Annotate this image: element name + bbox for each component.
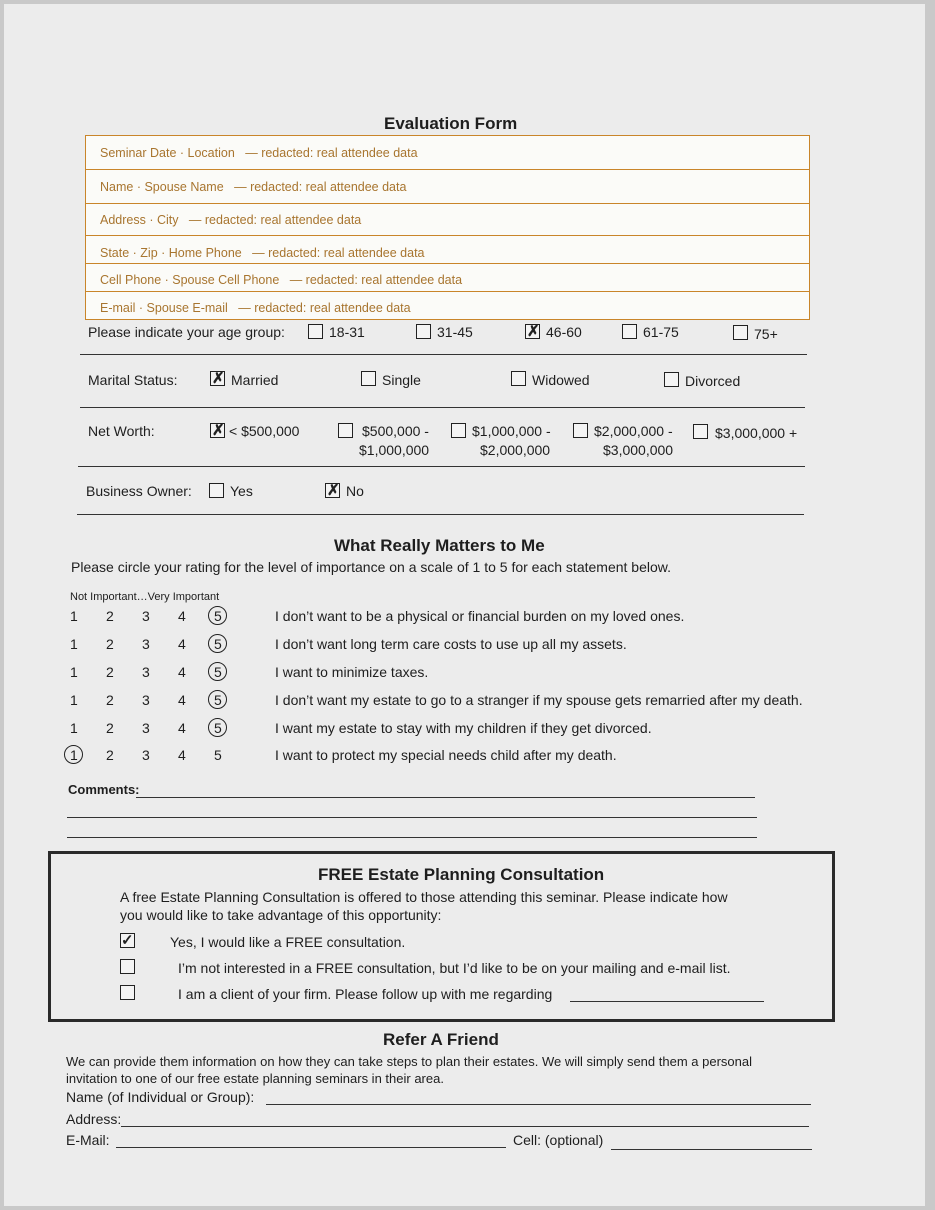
rating-number[interactable]: 5 [214, 636, 222, 652]
age-option-label: 46-60 [546, 324, 582, 340]
net-worth-label: Net Worth: [88, 423, 155, 439]
redacted-row-label: Name · Spouse Name [100, 179, 224, 194]
age-option-label: 61-75 [643, 324, 679, 340]
redacted-row-state [85, 235, 810, 264]
redacted-row-label: State · Zip · Home Phone [100, 245, 242, 260]
net-worth-option-label: $3,000,000 + [715, 425, 798, 441]
consult-client-checkbox[interactable] [120, 985, 135, 1000]
rating-number[interactable]: 2 [106, 636, 114, 652]
business-option-label: Yes [230, 483, 253, 499]
statement-text: I don’t want to be a physical or financial burden on my loved ones. [275, 608, 685, 624]
age-31-45-checkbox[interactable] [416, 324, 431, 339]
net-worth-option-label: $500,000 - [362, 423, 429, 439]
consult-yes-checkbox[interactable] [120, 933, 135, 948]
net-worth-2m-3m-checkbox[interactable] [573, 423, 588, 438]
statement-text: I don’t want my estate to go to a stranger if my spouse gets remarried after my death. [275, 692, 803, 708]
marital-divorced-checkbox[interactable] [664, 372, 679, 387]
checkmark-icon: ✗ [327, 482, 340, 499]
rating-circle [64, 745, 83, 764]
age-18-31-checkbox[interactable] [308, 324, 323, 339]
age-option-label: 31-45 [437, 324, 473, 340]
age-75-plus-checkbox[interactable] [733, 325, 748, 340]
business-owner-yes-checkbox[interactable] [209, 483, 224, 498]
rating-number[interactable]: 4 [178, 608, 186, 624]
rating-number[interactable]: 1 [70, 636, 78, 652]
redacted-row-email [85, 291, 810, 320]
statement-text: I want to protect my special needs child after my death. [275, 747, 617, 763]
net-worth-option-label: $1,000,000 - [472, 423, 551, 439]
redacted-row-label: E-mail · Spouse E-mail [100, 300, 228, 315]
age-option-label: 75+ [754, 326, 778, 342]
refer-email-label: E-Mail: [66, 1132, 110, 1148]
checkmark-icon: ✓ [121, 932, 134, 949]
rating-number[interactable]: 2 [106, 608, 114, 624]
rating-number[interactable]: 2 [106, 664, 114, 680]
rating-circle [208, 606, 227, 625]
rating-circle [208, 634, 227, 653]
net-worth-option-label: $3,000,000 [603, 442, 674, 458]
comments-label: Comments: [68, 782, 140, 797]
refer-address-line[interactable] [121, 1126, 809, 1127]
refer-intro: invitation to one of our free estate planning seminars in their area. [66, 1071, 444, 1086]
rating-number[interactable]: 3 [142, 692, 150, 708]
refer-email-line[interactable] [116, 1147, 506, 1148]
refer-cell-line[interactable] [611, 1149, 812, 1150]
comments-line[interactable] [67, 837, 757, 838]
matters-instructions: Please circle your rating for the level of importance on a scale of 1 to 5 for each statement below. [71, 559, 671, 575]
rating-number[interactable]: 4 [178, 692, 186, 708]
rating-number[interactable]: 5 [214, 608, 222, 624]
divider [80, 407, 805, 408]
marital-option-label: Single [382, 372, 421, 388]
marital-option-label: Widowed [532, 372, 590, 388]
net-worth-1m-2m-checkbox[interactable] [451, 423, 466, 438]
divider [77, 514, 804, 515]
redacted-row-note: — redacted: real attendee data [289, 272, 463, 287]
rating-number[interactable]: 1 [70, 720, 78, 736]
redacted-row-label: Address · City [100, 212, 179, 227]
form-title: Evaluation Form [384, 114, 518, 133]
rating-number[interactable]: 5 [214, 720, 222, 736]
redacted-row-note: — redacted: real attendee data [234, 179, 407, 194]
marital-single-checkbox[interactable] [361, 371, 376, 386]
marital-widowed-checkbox[interactable] [511, 371, 526, 386]
refer-name-line[interactable] [266, 1104, 811, 1105]
checkmark-icon: ✗ [527, 323, 540, 340]
followup-line[interactable] [570, 1001, 764, 1002]
rating-number[interactable]: 1 [70, 608, 78, 624]
rating-number[interactable]: 4 [178, 747, 186, 763]
comments-line[interactable] [136, 797, 755, 798]
business-owner-label: Business Owner: [86, 483, 192, 499]
marital-status-label: Marital Status: [88, 372, 178, 388]
statement-text: I don’t want long term care costs to use up all my assets. [275, 636, 627, 652]
redacted-row-label: Seminar Date · Location [100, 145, 235, 160]
rating-circle [208, 690, 227, 709]
rating-number[interactable]: 3 [142, 608, 150, 624]
rating-number[interactable]: 3 [142, 664, 150, 680]
rating-number[interactable]: 1 [70, 664, 78, 680]
redacted-row-seminar [85, 135, 810, 170]
rating-number[interactable]: 3 [142, 747, 150, 763]
net-worth-option-label: $1,000,000 [359, 442, 430, 458]
rating-number[interactable]: 2 [106, 720, 114, 736]
rating-number[interactable]: 3 [142, 636, 150, 652]
rating-number[interactable]: 3 [142, 720, 150, 736]
net-worth-option-label: < $500,000 [229, 423, 300, 439]
age-option-label: 18-31 [329, 324, 365, 340]
checkmark-icon: ✗ [212, 370, 225, 387]
consultation-title: FREE Estate Planning Consultation [318, 865, 605, 884]
rating-number[interactable]: 1 [70, 747, 78, 763]
consult-option-label: Yes, I would like a FREE consultation. [170, 934, 406, 950]
net-worth-500k-1m-checkbox[interactable] [338, 423, 353, 438]
consultation-intro: A free Estate Planning Consultation is offered to those attending this seminar. Please indicate how [120, 889, 728, 905]
redacted-row-note: — redacted: real attendee data [245, 145, 418, 160]
refer-cell-label: Cell: (optional) [513, 1132, 604, 1148]
redacted-row-note: — redacted: real attendee data [188, 212, 362, 227]
rating-circle [208, 718, 227, 737]
scale-header: Not Important…Very Important [70, 591, 220, 603]
redacted-row-cell [85, 263, 810, 292]
rating-number[interactable]: 5 [214, 692, 222, 708]
consultation-intro: you would like to take advantage of this opportunity: [120, 907, 442, 923]
redacted-row-address [85, 203, 810, 236]
rating-circle [208, 662, 227, 681]
rating-number[interactable]: 5 [214, 664, 222, 680]
refer-name-label: Name (of Individual or Group): [66, 1089, 255, 1105]
refer-intro: We can provide them information on how they can take steps to plan their estates. We will simply send them a personal [66, 1054, 752, 1069]
divider [80, 354, 807, 355]
rating-number[interactable]: 4 [178, 636, 186, 652]
rating-number[interactable]: 5 [214, 747, 222, 763]
rating-number[interactable]: 2 [106, 747, 114, 763]
marital-married-checkbox[interactable] [210, 371, 225, 386]
statement-text: I want to minimize taxes. [275, 664, 429, 680]
net-worth-option-label: $2,000,000 [480, 442, 551, 458]
consult-mailing-checkbox[interactable] [120, 959, 135, 974]
matters-title: What Really Matters to Me [334, 536, 545, 555]
checkmark-icon: ✗ [212, 422, 225, 439]
business-option-label: No [346, 483, 364, 499]
redacted-row-note: — redacted: real attendee data [238, 300, 411, 315]
consult-option-label: I’m not interested in a FREE consultation, but I’d like to be on your mailing and e-mail list. [178, 960, 731, 976]
rating-number[interactable]: 2 [106, 692, 114, 708]
refer-address-label: Address: [66, 1111, 122, 1127]
net-worth-under-500k-checkbox[interactable] [210, 423, 225, 438]
divider [78, 466, 805, 467]
age-46-60-checkbox[interactable] [525, 324, 540, 339]
age-group-label: Please indicate your age group: [88, 324, 285, 340]
comments-line[interactable] [67, 817, 757, 818]
statement-text: I want my estate to stay with my children if they get divorced. [275, 720, 652, 736]
rating-number[interactable]: 4 [178, 664, 186, 680]
rating-number[interactable]: 1 [70, 692, 78, 708]
marital-option-label: Divorced [685, 373, 741, 389]
redacted-row-note: — redacted: real attendee data [252, 245, 425, 260]
marital-option-label: Married [231, 372, 279, 388]
refer-title: Refer A Friend [383, 1030, 499, 1049]
consult-option-label: I am a client of your firm. Please follow up with me regarding [178, 986, 553, 1002]
redacted-row-label: Cell Phone · Spouse Cell Phone [100, 272, 280, 287]
net-worth-over-3m-checkbox[interactable] [693, 424, 708, 439]
rating-number[interactable]: 4 [178, 720, 186, 736]
redacted-row-name [85, 169, 810, 204]
net-worth-option-label: $2,000,000 - [594, 423, 673, 439]
business-owner-no-checkbox[interactable] [325, 483, 340, 498]
age-61-75-checkbox[interactable] [622, 324, 637, 339]
